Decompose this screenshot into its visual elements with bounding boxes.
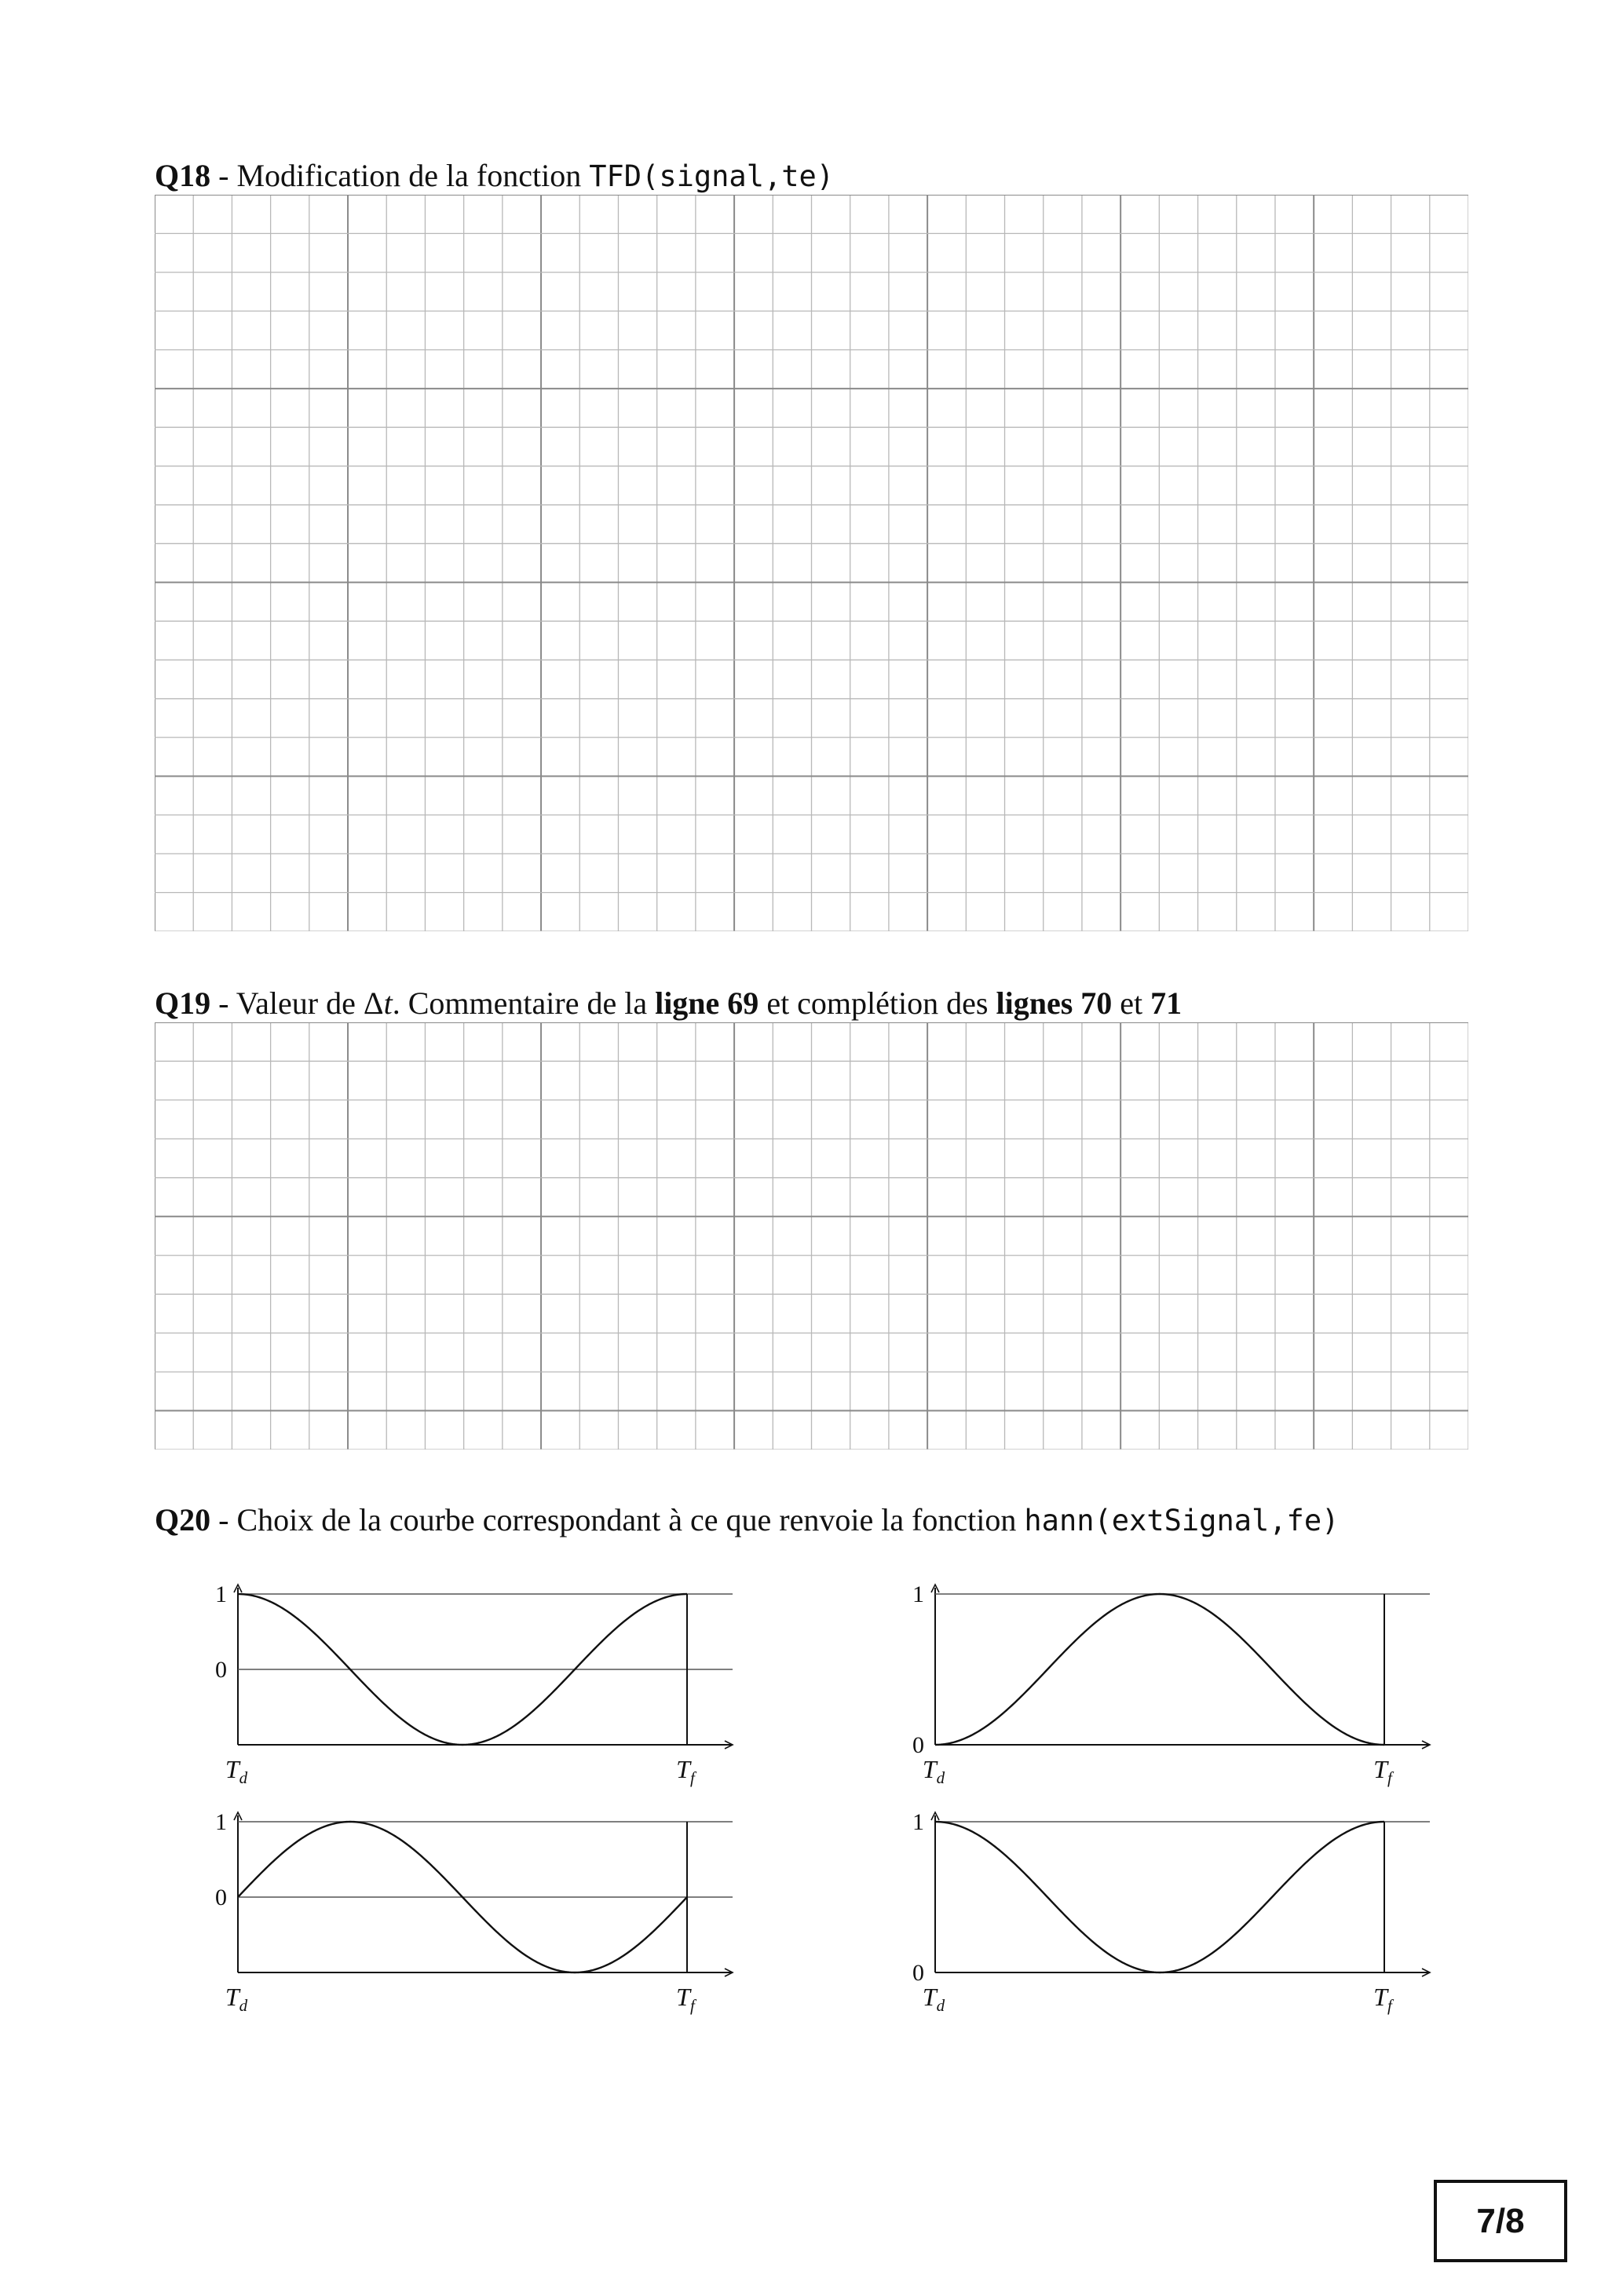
q19-bold-1: ligne 69 [655,985,759,1021]
q19-t: t [383,985,393,1021]
q19-text-1: - Valeur de [210,985,364,1021]
q18-text: - Modification de la fonction [210,158,590,193]
q19-bold-3: 71 [1150,985,1183,1021]
y-label-1: 1 [215,1809,227,1835]
curve [935,1594,1384,1745]
label-tf-sub: f [689,1996,695,2015]
q18-code: TFD(signal,te) [589,159,835,193]
y-label-1: 1 [912,1581,924,1607]
grid-lines [155,195,1468,931]
curve [935,1822,1384,1972]
label-td: $T_d$ [225,1755,248,1787]
y-label-1: 1 [215,1581,227,1607]
label-tf: $T_f$ [676,1755,697,1787]
y-label-1: 1 [912,1809,924,1835]
q19-bold-2: lignes 70 [996,985,1113,1021]
answer-grid-q19[interactable] [155,1022,1468,1450]
label-td-sub: d [239,1996,248,2015]
label-tf-sub: f [689,1768,695,1787]
q20-code: hann(extSignal,fe) [1024,1504,1340,1537]
label-tf-sub: f [1387,1996,1392,2015]
y-label-0: 0 [912,1960,924,1986]
q19-text-4: et [1112,985,1151,1021]
plot-sine[interactable] [200,1806,750,2015]
plot-cosine[interactable] [200,1578,750,1787]
page-number: 7/8 [1434,2180,1567,2262]
y-label-0: 0 [215,1657,227,1683]
label-td-sub: d [936,1768,945,1787]
plot-shifted[interactable] [897,1806,1447,2015]
answer-grid-q18[interactable] [155,195,1468,931]
plot-hann[interactable] [897,1578,1447,1787]
label-tf-sub: f [1387,1768,1392,1787]
label-td-sub: d [936,1996,945,2015]
q18-number: Q18 [155,158,211,193]
label-tf: $T_f$ [1373,1755,1395,1787]
label-td: $T_d$ [922,1983,945,2015]
label-td-sub: d [239,1768,248,1787]
q19-delta: Δ [363,985,384,1021]
label-tf: $T_f$ [1373,1983,1395,2015]
y-label-0: 0 [215,1885,227,1910]
label-tf: $T_f$ [676,1983,697,2015]
q19-number: Q19 [155,985,211,1021]
label-td: $T_d$ [922,1755,945,1787]
q19-text-3: et complétion des [758,985,996,1021]
y-label-0: 0 [912,1732,924,1758]
q19-text-2: . Commentaire de la [392,985,656,1021]
q18-title [155,157,834,196]
label-td: $T_d$ [225,1983,248,2015]
q19-title [155,985,1182,1022]
q20-text: - Choix de la courbe correspondant à ce que renvoie la fonction [210,1502,1025,1537]
grid-lines [155,1022,1468,1450]
q20-title [155,1501,1339,1540]
q20-number: Q20 [155,1502,211,1537]
